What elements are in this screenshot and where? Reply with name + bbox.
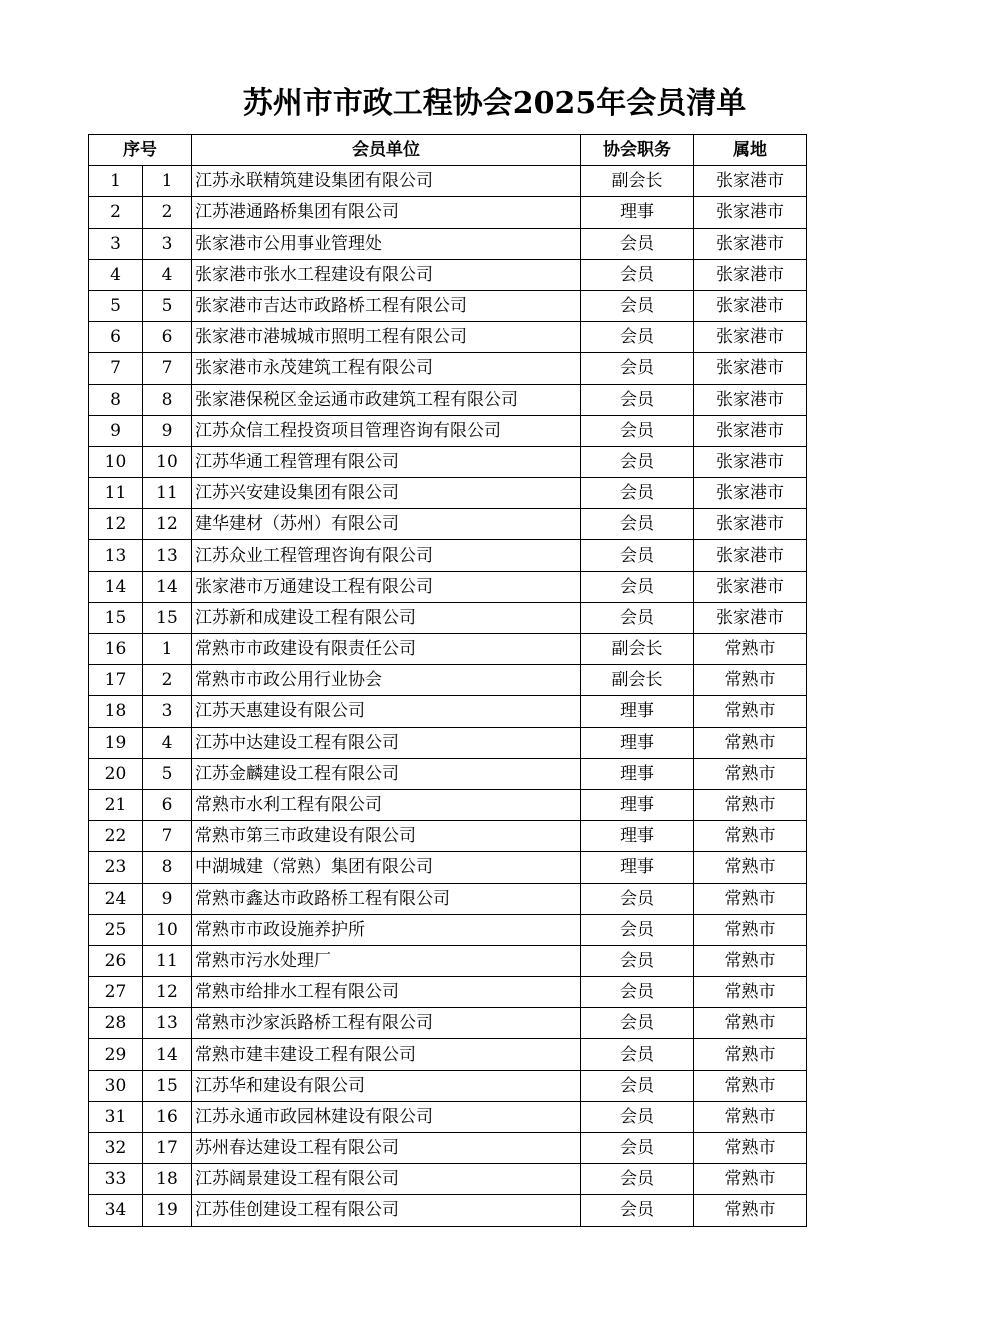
table-row bbox=[89, 197, 807, 228]
row-local-number: 12 bbox=[143, 509, 192, 540]
table-row bbox=[89, 540, 807, 571]
row-overall-number: 14 bbox=[89, 571, 143, 602]
row-location: 张家港市 bbox=[694, 197, 807, 228]
row-overall-number: 29 bbox=[89, 1039, 143, 1070]
row-role: 会员 bbox=[581, 228, 694, 259]
row-overall-number: 7 bbox=[89, 353, 143, 384]
table-row bbox=[89, 290, 807, 321]
row-overall-number: 23 bbox=[89, 852, 143, 883]
row-role: 会员 bbox=[581, 883, 694, 914]
row-member-unit: 常熟市给排水工程有限公司 bbox=[192, 977, 581, 1008]
row-local-number: 18 bbox=[143, 1164, 192, 1195]
row-overall-number: 1 bbox=[89, 166, 143, 197]
row-location: 常熟市 bbox=[694, 634, 807, 665]
row-overall-number: 15 bbox=[89, 602, 143, 633]
row-location: 张家港市 bbox=[694, 446, 807, 477]
row-location: 常熟市 bbox=[694, 914, 807, 945]
row-overall-number: 17 bbox=[89, 665, 143, 696]
row-member-unit: 常熟市水利工程有限公司 bbox=[192, 789, 581, 820]
row-overall-number: 24 bbox=[89, 883, 143, 914]
header-unit: 会员单位 bbox=[192, 135, 581, 166]
row-location: 常熟市 bbox=[694, 1008, 807, 1039]
row-location: 张家港市 bbox=[694, 478, 807, 509]
table-row bbox=[89, 1070, 807, 1101]
table-row bbox=[89, 446, 807, 477]
row-role: 副会长 bbox=[581, 166, 694, 197]
row-role: 会员 bbox=[581, 1039, 694, 1070]
row-location: 常熟市 bbox=[694, 1101, 807, 1132]
row-member-unit: 常熟市第三市政建设有限公司 bbox=[192, 821, 581, 852]
row-local-number: 15 bbox=[143, 1070, 192, 1101]
row-local-number: 11 bbox=[143, 945, 192, 976]
row-overall-number: 27 bbox=[89, 977, 143, 1008]
table-row bbox=[89, 322, 807, 353]
row-role: 会员 bbox=[581, 259, 694, 290]
row-overall-number: 5 bbox=[89, 290, 143, 321]
table-row bbox=[89, 509, 807, 540]
row-member-unit: 江苏华和建设有限公司 bbox=[192, 1070, 581, 1101]
row-location: 张家港市 bbox=[694, 415, 807, 446]
row-local-number: 13 bbox=[143, 540, 192, 571]
row-local-number: 6 bbox=[143, 322, 192, 353]
row-overall-number: 22 bbox=[89, 821, 143, 852]
row-local-number: 10 bbox=[143, 914, 192, 945]
row-member-unit: 张家港市公用事业管理处 bbox=[192, 228, 581, 259]
row-local-number: 4 bbox=[143, 259, 192, 290]
row-member-unit: 常熟市鑫达市政路桥工程有限公司 bbox=[192, 883, 581, 914]
row-location: 张家港市 bbox=[694, 384, 807, 415]
row-member-unit: 常熟市市政公用行业协会 bbox=[192, 665, 581, 696]
row-local-number: 4 bbox=[143, 727, 192, 758]
row-overall-number: 3 bbox=[89, 228, 143, 259]
table-body bbox=[89, 166, 807, 1226]
table-row bbox=[89, 696, 807, 727]
table-row bbox=[89, 166, 807, 197]
row-local-number: 9 bbox=[143, 415, 192, 446]
table-row bbox=[89, 634, 807, 665]
row-role: 会员 bbox=[581, 290, 694, 321]
row-member-unit: 江苏新和成建设工程有限公司 bbox=[192, 602, 581, 633]
row-role: 会员 bbox=[581, 322, 694, 353]
row-overall-number: 21 bbox=[89, 789, 143, 820]
table-row bbox=[89, 1039, 807, 1070]
row-location: 常熟市 bbox=[694, 758, 807, 789]
row-local-number: 16 bbox=[143, 1101, 192, 1132]
table-row bbox=[89, 914, 807, 945]
row-location: 常熟市 bbox=[694, 789, 807, 820]
row-local-number: 2 bbox=[143, 197, 192, 228]
table-row bbox=[89, 259, 807, 290]
row-overall-number: 2 bbox=[89, 197, 143, 228]
row-member-unit: 江苏华通工程管理有限公司 bbox=[192, 446, 581, 477]
row-role: 会员 bbox=[581, 977, 694, 1008]
row-location: 张家港市 bbox=[694, 166, 807, 197]
row-local-number: 15 bbox=[143, 602, 192, 633]
row-location: 常熟市 bbox=[694, 1164, 807, 1195]
page-title: 苏州市市政工程协会2025年会员清单 bbox=[242, 86, 747, 121]
row-role: 会员 bbox=[581, 446, 694, 477]
row-role: 会员 bbox=[581, 1070, 694, 1101]
row-local-number: 3 bbox=[143, 228, 192, 259]
table-row bbox=[89, 758, 807, 789]
row-member-unit: 常熟市市政建设有限责任公司 bbox=[192, 634, 581, 665]
row-location: 常熟市 bbox=[694, 1070, 807, 1101]
row-local-number: 7 bbox=[143, 353, 192, 384]
header-seq: 序号 bbox=[89, 135, 192, 166]
row-location: 张家港市 bbox=[694, 259, 807, 290]
row-overall-number: 12 bbox=[89, 509, 143, 540]
row-overall-number: 4 bbox=[89, 259, 143, 290]
row-role: 会员 bbox=[581, 540, 694, 571]
row-member-unit: 张家港市吉达市政路桥工程有限公司 bbox=[192, 290, 581, 321]
row-member-unit: 江苏天惠建设有限公司 bbox=[192, 696, 581, 727]
row-role: 理事 bbox=[581, 696, 694, 727]
table-row bbox=[89, 1008, 807, 1039]
row-overall-number: 30 bbox=[89, 1070, 143, 1101]
row-overall-number: 20 bbox=[89, 758, 143, 789]
row-location: 常熟市 bbox=[694, 977, 807, 1008]
row-location: 常熟市 bbox=[694, 1039, 807, 1070]
row-overall-number: 18 bbox=[89, 696, 143, 727]
row-member-unit: 江苏永联精筑建设集团有限公司 bbox=[192, 166, 581, 197]
table-row bbox=[89, 665, 807, 696]
row-member-unit: 江苏众业工程管理咨询有限公司 bbox=[192, 540, 581, 571]
row-role: 理事 bbox=[581, 197, 694, 228]
row-member-unit: 中湖城建（常熟）集团有限公司 bbox=[192, 852, 581, 883]
row-local-number: 8 bbox=[143, 852, 192, 883]
row-role: 会员 bbox=[581, 384, 694, 415]
row-location: 常熟市 bbox=[694, 727, 807, 758]
table-row bbox=[89, 1164, 807, 1195]
row-role: 会员 bbox=[581, 478, 694, 509]
row-location: 张家港市 bbox=[694, 540, 807, 571]
row-local-number: 17 bbox=[143, 1133, 192, 1164]
row-local-number: 1 bbox=[143, 634, 192, 665]
row-role: 会员 bbox=[581, 1164, 694, 1195]
row-member-unit: 常熟市建丰建设工程有限公司 bbox=[192, 1039, 581, 1070]
row-location: 张家港市 bbox=[694, 509, 807, 540]
row-overall-number: 6 bbox=[89, 322, 143, 353]
row-member-unit: 常熟市污水处理厂 bbox=[192, 945, 581, 976]
table-row bbox=[89, 945, 807, 976]
row-member-unit: 常熟市沙家浜路桥工程有限公司 bbox=[192, 1008, 581, 1039]
row-overall-number: 13 bbox=[89, 540, 143, 571]
row-overall-number: 19 bbox=[89, 727, 143, 758]
table-row bbox=[89, 1195, 807, 1226]
table-row bbox=[89, 1133, 807, 1164]
table-row bbox=[89, 1101, 807, 1132]
table-row bbox=[89, 353, 807, 384]
row-overall-number: 32 bbox=[89, 1133, 143, 1164]
row-location: 张家港市 bbox=[694, 571, 807, 602]
row-member-unit: 张家港市万通建设工程有限公司 bbox=[192, 571, 581, 602]
row-member-unit: 江苏中达建设工程有限公司 bbox=[192, 727, 581, 758]
row-location: 常熟市 bbox=[694, 852, 807, 883]
row-member-unit: 张家港市张水工程建设有限公司 bbox=[192, 259, 581, 290]
row-role: 理事 bbox=[581, 821, 694, 852]
table-row bbox=[89, 384, 807, 415]
row-local-number: 12 bbox=[143, 977, 192, 1008]
row-local-number: 2 bbox=[143, 665, 192, 696]
row-location: 常熟市 bbox=[694, 821, 807, 852]
table-row bbox=[89, 977, 807, 1008]
row-role: 会员 bbox=[581, 945, 694, 976]
table-row bbox=[89, 478, 807, 509]
row-overall-number: 25 bbox=[89, 914, 143, 945]
row-overall-number: 31 bbox=[89, 1101, 143, 1132]
row-overall-number: 9 bbox=[89, 415, 143, 446]
row-local-number: 6 bbox=[143, 789, 192, 820]
row-role: 副会长 bbox=[581, 634, 694, 665]
row-member-unit: 江苏永通市政园林建设有限公司 bbox=[192, 1101, 581, 1132]
row-member-unit: 江苏佳创建设工程有限公司 bbox=[192, 1195, 581, 1226]
row-role: 会员 bbox=[581, 1008, 694, 1039]
row-location: 张家港市 bbox=[694, 290, 807, 321]
row-role: 理事 bbox=[581, 727, 694, 758]
row-location: 常熟市 bbox=[694, 1195, 807, 1226]
row-local-number: 14 bbox=[143, 571, 192, 602]
table-row bbox=[89, 228, 807, 259]
row-location: 张家港市 bbox=[694, 353, 807, 384]
row-local-number: 10 bbox=[143, 446, 192, 477]
row-overall-number: 8 bbox=[89, 384, 143, 415]
row-member-unit: 江苏众信工程投资项目管理咨询有限公司 bbox=[192, 415, 581, 446]
row-local-number: 8 bbox=[143, 384, 192, 415]
row-member-unit: 江苏兴安建设集团有限公司 bbox=[192, 478, 581, 509]
row-overall-number: 16 bbox=[89, 634, 143, 665]
row-local-number: 9 bbox=[143, 883, 192, 914]
row-role: 会员 bbox=[581, 571, 694, 602]
table-row bbox=[89, 821, 807, 852]
row-location: 常熟市 bbox=[694, 1133, 807, 1164]
row-member-unit: 建华建材（苏州）有限公司 bbox=[192, 509, 581, 540]
row-local-number: 14 bbox=[143, 1039, 192, 1070]
row-local-number: 5 bbox=[143, 290, 192, 321]
row-local-number: 19 bbox=[143, 1195, 192, 1226]
row-overall-number: 34 bbox=[89, 1195, 143, 1226]
header-location: 属地 bbox=[694, 135, 807, 166]
row-local-number: 7 bbox=[143, 821, 192, 852]
row-location: 常熟市 bbox=[694, 696, 807, 727]
row-local-number: 11 bbox=[143, 478, 192, 509]
header-role: 协会职务 bbox=[581, 135, 694, 166]
row-member-unit: 江苏金麟建设工程有限公司 bbox=[192, 758, 581, 789]
table-row bbox=[89, 852, 807, 883]
row-member-unit: 张家港市永茂建筑工程有限公司 bbox=[192, 353, 581, 384]
row-role: 会员 bbox=[581, 1101, 694, 1132]
row-role: 理事 bbox=[581, 789, 694, 820]
row-location: 常熟市 bbox=[694, 883, 807, 914]
row-role: 会员 bbox=[581, 602, 694, 633]
row-location: 常熟市 bbox=[694, 945, 807, 976]
row-location: 常熟市 bbox=[694, 665, 807, 696]
table-row bbox=[89, 415, 807, 446]
table-row bbox=[89, 883, 807, 914]
table-row bbox=[89, 571, 807, 602]
row-overall-number: 28 bbox=[89, 1008, 143, 1039]
row-role: 理事 bbox=[581, 758, 694, 789]
row-local-number: 13 bbox=[143, 1008, 192, 1039]
row-role: 会员 bbox=[581, 353, 694, 384]
row-role: 会员 bbox=[581, 914, 694, 945]
row-role: 会员 bbox=[581, 509, 694, 540]
row-location: 张家港市 bbox=[694, 228, 807, 259]
row-local-number: 5 bbox=[143, 758, 192, 789]
row-overall-number: 11 bbox=[89, 478, 143, 509]
row-overall-number: 33 bbox=[89, 1164, 143, 1195]
row-local-number: 3 bbox=[143, 696, 192, 727]
row-member-unit: 常熟市市政设施养护所 bbox=[192, 914, 581, 945]
row-member-unit: 江苏阔景建设工程有限公司 bbox=[192, 1164, 581, 1195]
table-header-row bbox=[89, 135, 807, 166]
table-row bbox=[89, 602, 807, 633]
row-role: 副会长 bbox=[581, 665, 694, 696]
member-table bbox=[88, 134, 807, 1227]
row-member-unit: 苏州春达建设工程有限公司 bbox=[192, 1133, 581, 1164]
row-overall-number: 10 bbox=[89, 446, 143, 477]
table-row bbox=[89, 727, 807, 758]
row-role: 理事 bbox=[581, 852, 694, 883]
row-member-unit: 张家港保税区金运通市政建筑工程有限公司 bbox=[192, 384, 581, 415]
row-member-unit: 江苏港通路桥集团有限公司 bbox=[192, 197, 581, 228]
row-role: 会员 bbox=[581, 415, 694, 446]
row-role: 会员 bbox=[581, 1195, 694, 1226]
row-role: 会员 bbox=[581, 1133, 694, 1164]
table-row bbox=[89, 789, 807, 820]
row-location: 张家港市 bbox=[694, 602, 807, 633]
row-location: 张家港市 bbox=[694, 322, 807, 353]
row-member-unit: 张家港市港城城市照明工程有限公司 bbox=[192, 322, 581, 353]
row-overall-number: 26 bbox=[89, 945, 143, 976]
row-local-number: 1 bbox=[143, 166, 192, 197]
